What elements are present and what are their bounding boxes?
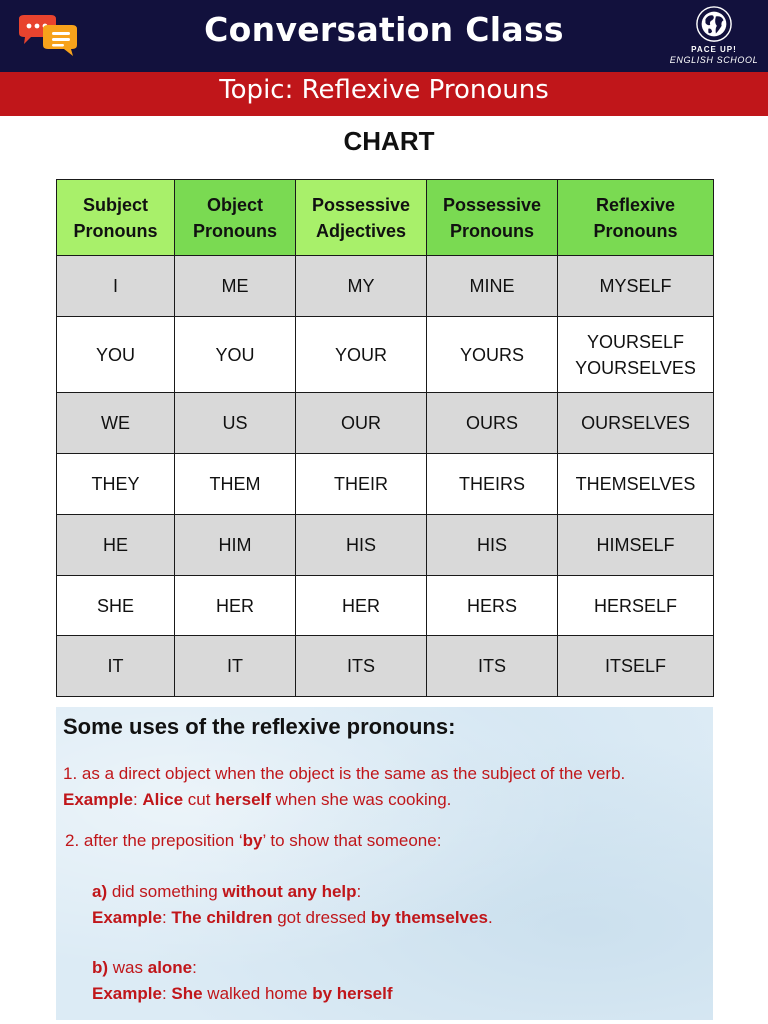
use-2b-body: was — [108, 958, 148, 977]
globe-logo-icon — [695, 5, 733, 43]
table-cell: THEIRS — [427, 454, 558, 515]
header-object-pronouns — [175, 180, 296, 256]
table-row — [57, 256, 714, 317]
table-cell: HERSELF — [558, 576, 714, 636]
table-cell: ITS — [427, 636, 558, 697]
table-cell: ITSELF — [558, 636, 714, 697]
table-cell: US — [175, 393, 296, 454]
table-cell: IT — [175, 636, 296, 697]
table-cell: OURSELVES — [558, 393, 714, 454]
logo-text-line2: ENGLISH SCHOOL — [669, 55, 759, 65]
use-2a-end: : — [356, 882, 362, 901]
table-cell: YOU — [175, 317, 296, 393]
header-line: Pronouns — [593, 220, 678, 241]
header-line: Adjectives — [315, 220, 407, 241]
example-pronoun: herself — [215, 790, 271, 809]
use-2-text — [65, 828, 441, 854]
table-cell: MY — [296, 256, 427, 317]
table-row — [57, 515, 714, 576]
table-cell: IT — [57, 636, 175, 697]
header-line: Pronouns — [73, 220, 158, 241]
table-cell: HIMSELF — [558, 515, 714, 576]
use-2a-text — [92, 879, 361, 905]
example-label: Example — [92, 984, 162, 1003]
example-subject: Alice — [142, 790, 184, 809]
colon: : — [161, 984, 172, 1003]
use-2-word: by — [242, 831, 263, 850]
table-cell: HER — [296, 576, 427, 636]
header-line: Subject — [82, 194, 148, 215]
table-cell: YOURS — [427, 317, 558, 393]
table-cell: ITS — [296, 636, 427, 697]
use-2b-example — [92, 981, 393, 1007]
cell-line: YOURSELF — [586, 331, 685, 352]
header-line: Possessive — [442, 194, 542, 215]
table-cell: THEIR — [296, 454, 427, 515]
topic-title: Topic: Reflexive Pronouns — [219, 75, 549, 105]
use-2a-bold: without any help — [222, 882, 357, 901]
logo-text-line1: PACE UP! — [691, 45, 737, 54]
use-2a-body: did something — [107, 882, 223, 901]
table-cell: SHE — [57, 576, 175, 636]
table-cell: MYSELF — [558, 256, 714, 317]
school-logo — [664, 5, 764, 67]
chart-title: CHART — [343, 126, 435, 156]
example-text: cut — [183, 790, 216, 809]
table-cell: HIS — [427, 515, 558, 576]
use-2-post: ’ to show that someone: — [262, 831, 442, 850]
table-cell: HERS — [427, 576, 558, 636]
table-row — [57, 636, 714, 697]
header-subject-pronouns — [57, 180, 175, 256]
use-2-pre: 2. after the preposition ‘ — [65, 831, 243, 850]
uses-panel — [56, 707, 713, 1020]
topic-bar — [0, 72, 768, 116]
example-label: Example — [63, 790, 133, 809]
uses-title: Some uses of the reflexive pronouns: — [63, 714, 456, 739]
header-bar — [0, 0, 768, 72]
table-row — [57, 317, 714, 393]
header-line: Pronouns — [450, 220, 534, 241]
table-cell: HER — [175, 576, 296, 636]
table-header-row — [57, 180, 714, 256]
header-line: Pronouns — [193, 220, 277, 241]
header-possessive-adjectives — [296, 180, 427, 256]
example-text: walked home — [202, 984, 313, 1003]
colon: : — [132, 790, 143, 809]
header-possessive-pronouns — [427, 180, 558, 256]
table-cell: OURS — [427, 393, 558, 454]
use-2b-end: : — [192, 958, 197, 977]
table-cell: HIS — [296, 515, 427, 576]
table-cell: THEM — [175, 454, 296, 515]
table-cell: YOUR — [296, 317, 427, 393]
table-cell: THEMSELVES — [558, 454, 714, 515]
table-cell: HIM — [175, 515, 296, 576]
table-cell: HE — [57, 515, 175, 576]
header-reflexive-pronouns — [558, 180, 714, 256]
table-row — [57, 393, 714, 454]
use-2a-example — [92, 905, 493, 931]
example-label: Example — [92, 908, 162, 927]
table-cell: WE — [57, 393, 175, 454]
table-row — [57, 576, 714, 636]
page-title: Conversation Class — [204, 10, 564, 49]
use-2b-bold: alone — [147, 958, 193, 977]
example-bold: by herself — [312, 984, 393, 1003]
use-2a-label: a) — [92, 882, 108, 901]
example-text: got dressed — [272, 908, 371, 927]
table-cell: THEY — [57, 454, 175, 515]
colon: : — [161, 908, 172, 927]
example-text: . — [487, 908, 493, 927]
table-cell: MINE — [427, 256, 558, 317]
header-line: Reflexive — [595, 194, 676, 215]
example-subject: She — [171, 984, 203, 1003]
table-cell: ME — [175, 256, 296, 317]
table-cell: OUR — [296, 393, 427, 454]
example-text: when she was cooking. — [270, 790, 452, 809]
table-cell: YOU — [57, 317, 175, 393]
table-cell — [558, 317, 714, 393]
cell-line: YOURSELVES — [575, 357, 696, 378]
table-row — [57, 454, 714, 515]
use-2b-text — [92, 955, 197, 981]
table-cell: I — [57, 256, 175, 317]
example-bold: by themselves — [370, 908, 488, 927]
example-subject: The children — [171, 908, 273, 927]
header-line: Possessive — [311, 194, 411, 215]
use-1-text: 1. as a direct object when the object is the same as the subject of the verb. — [63, 764, 626, 783]
header-line: Object — [206, 194, 263, 215]
pronoun-table — [56, 179, 714, 697]
use-1-example — [63, 787, 451, 813]
use-2b-label: b) — [92, 958, 109, 977]
